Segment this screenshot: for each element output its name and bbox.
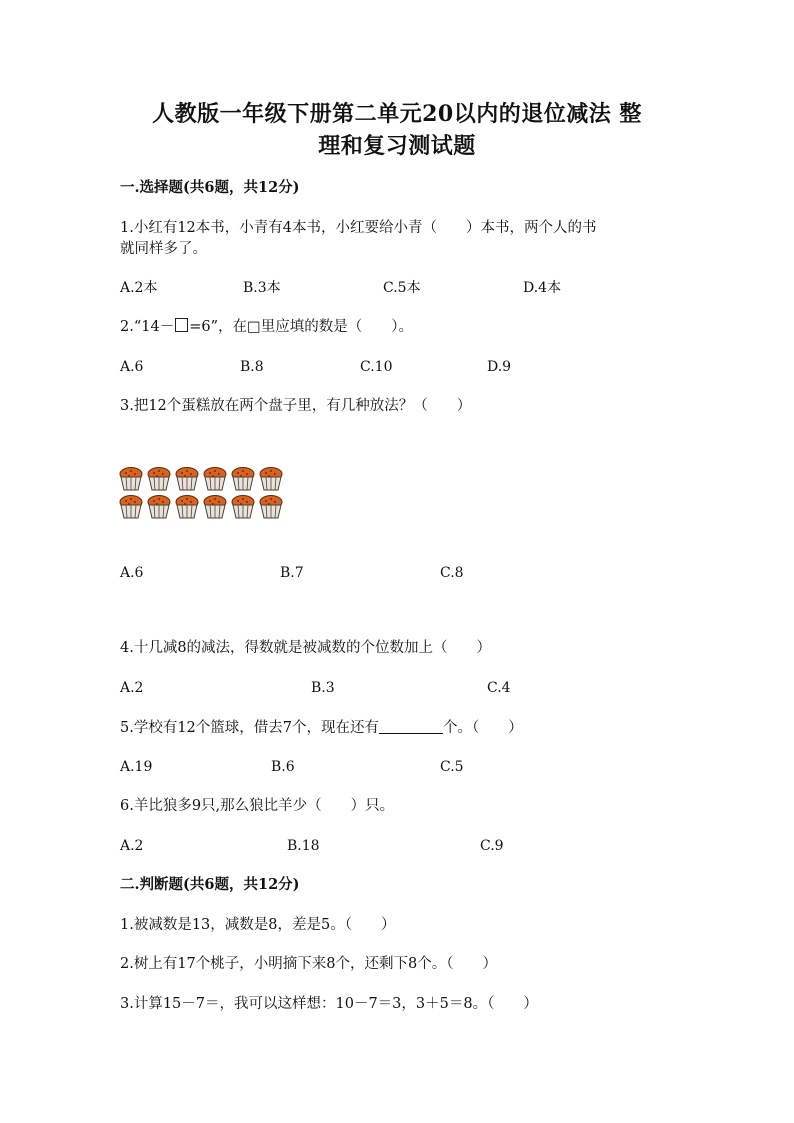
question-6-option-a: A.2 bbox=[120, 838, 144, 854]
answer-blank bbox=[379, 719, 443, 734]
question-1-option-b: B.3本 bbox=[243, 280, 281, 296]
judge-question-2: 2.树上有17个桃子，小明摘下来8个，还剩下8个。（ ） bbox=[120, 956, 497, 972]
document-title bbox=[110, 98, 684, 162]
question-2-option-c: C.10 bbox=[360, 359, 393, 375]
question-5-option-a: A.19 bbox=[120, 759, 153, 775]
question-1-line-2: 就同样多了。 bbox=[120, 241, 207, 257]
section-heading-choice: 一.选择题(共6题，共12分) bbox=[120, 179, 300, 196]
question-1-line-1: 1.小红有12本书，小青有4本书，小红要给小青（ ）本书，两个人的书 bbox=[120, 220, 597, 236]
question-6-option-c: C.9 bbox=[480, 838, 504, 854]
question-2 bbox=[120, 316, 413, 338]
question-1-option-c: C.5本 bbox=[383, 280, 421, 296]
question-2-option-b: B.8 bbox=[240, 359, 264, 375]
question-3: 3.把12个蛋糕放在两个盘子里，有几种放法？（ ） bbox=[120, 398, 472, 414]
question-3-option-b: B.7 bbox=[280, 565, 304, 581]
question-3-option-a: A.6 bbox=[120, 565, 144, 581]
title-line-1: 人教版一年级下册第二单元20以内的退位减法 整 bbox=[152, 101, 642, 127]
question-5-text-before: 5.学校有12个篮球，借去7个，现在还有 bbox=[120, 720, 380, 736]
question-5-option-c: C.5 bbox=[440, 759, 464, 775]
question-2-option-d: D.9 bbox=[487, 359, 512, 375]
question-1-option-a: A.2本 bbox=[120, 280, 158, 296]
question-2-text-before: 2.“14－ bbox=[120, 319, 175, 335]
question-4-option-a: A.2 bbox=[120, 680, 144, 696]
question-6-option-b: B.18 bbox=[287, 838, 320, 854]
judge-question-1: 1.被减数是13，减数是8，差是5。（ ） bbox=[120, 917, 396, 933]
question-5-text-after: 个。（ ） bbox=[443, 720, 523, 736]
title-line-2: 理和复习测试题 bbox=[318, 133, 476, 159]
question-2-text-after: =6”，在□里应填的数是（ ）。 bbox=[189, 319, 413, 335]
judge-question-3: 3.计算15－7＝，我可以这样想：10－7＝3，3＋5＝8。（ ） bbox=[120, 996, 538, 1012]
question-5-option-b: B.6 bbox=[271, 759, 295, 775]
question-4-option-b: B.3 bbox=[311, 680, 335, 696]
section-heading-judge: 二.判断题(共6题，共12分) bbox=[120, 876, 300, 893]
cupcakes-image bbox=[119, 467, 289, 523]
question-3-option-c: C.8 bbox=[440, 565, 464, 581]
question-5 bbox=[120, 717, 523, 739]
question-2-option-a: A.6 bbox=[120, 359, 144, 375]
question-1-option-d: D.4本 bbox=[523, 280, 562, 296]
question-6: 6.羊比狼多9只,那么狼比羊少（ ）只。 bbox=[120, 798, 395, 814]
answer-box-icon bbox=[175, 318, 188, 332]
question-4: 4.十几减8的减法，得数就是被减数的个位数加上（ ） bbox=[120, 640, 492, 656]
question-4-option-c: C.4 bbox=[487, 680, 511, 696]
